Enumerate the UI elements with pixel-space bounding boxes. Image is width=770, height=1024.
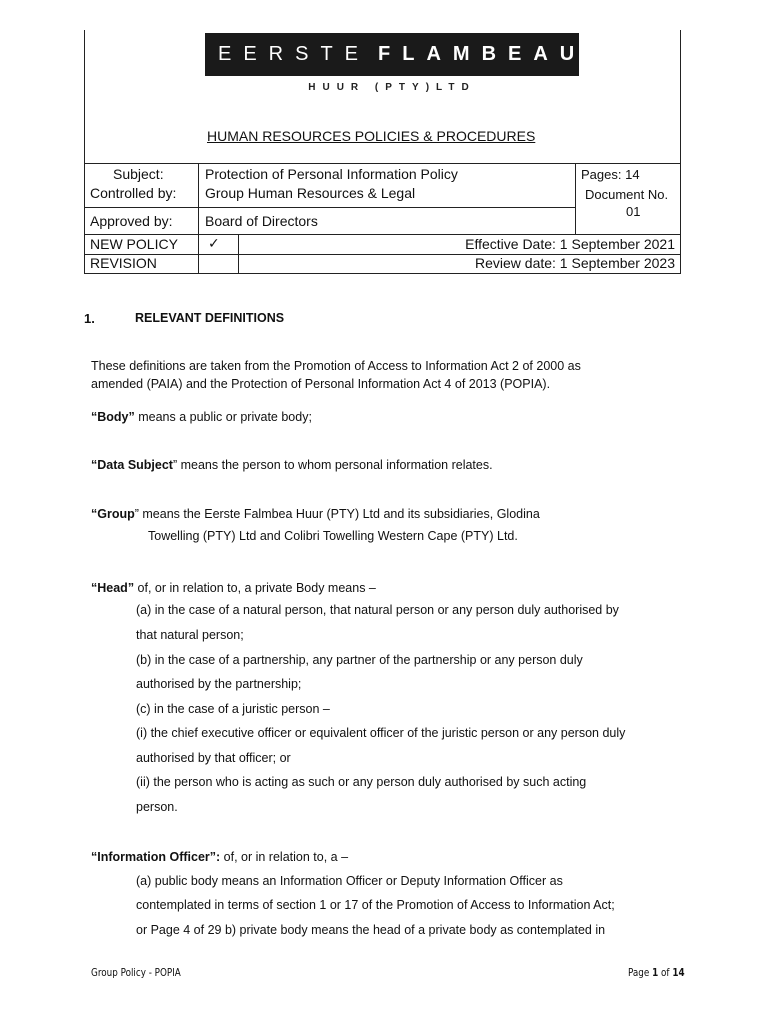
- definition-body-text: means a public or private body;: [134, 410, 312, 424]
- document-number-label: Document No.: [585, 187, 669, 202]
- review-date: Review date: 1 September 2023: [474, 255, 675, 271]
- definition-information-officer-text: of, or in relation to, a –: [220, 850, 349, 864]
- definition-data-subject: [91, 456, 493, 474]
- information-officer-line: contemplated in terms of section 1 or 17 of the Promotion of Access to Information Act;: [136, 898, 615, 912]
- head-line: authorised by the partnership;: [136, 677, 302, 691]
- document-number-value: 01: [626, 204, 641, 219]
- definition-information-officer: [91, 848, 348, 866]
- company-logo: [205, 33, 587, 76]
- head-line: (ii) the person who is acting as such or any person duly authorised by such acting: [136, 775, 587, 789]
- new-policy-check: ✓: [208, 236, 220, 252]
- term-body: “Body”: [91, 410, 135, 424]
- footer-current-page: 1: [652, 966, 659, 979]
- effective-date: Effective Date: 1 September 2021: [465, 236, 675, 252]
- footer-of: of: [658, 966, 673, 979]
- controlled-by-label: Controlled by:: [90, 185, 177, 201]
- head-line: that natural person;: [136, 628, 244, 642]
- head-line: person.: [136, 800, 178, 814]
- head-line: (a) in the case of a natural person, that natural person or any person duly authorised by: [136, 603, 619, 617]
- subject-value: Protection of Personal Information Policy: [205, 166, 458, 182]
- subject-label: Subject:: [113, 166, 164, 182]
- section-number: 1.: [84, 311, 95, 326]
- frame-right-line: [680, 30, 681, 163]
- document-header-title: HUMAN RESOURCES POLICIES & PROCEDURES: [207, 128, 536, 144]
- table-line-2: [84, 207, 576, 208]
- frame-left-line: [84, 30, 85, 163]
- approved-by-value: Board of Directors: [205, 213, 318, 229]
- logo-word-eerste: EERSTE: [218, 43, 371, 65]
- head-line: (i) the chief executive officer or equivalent officer of the juristic person or any person duly: [136, 726, 626, 740]
- section-title: RELEVANT DEFINITIONS: [135, 311, 285, 325]
- table-line-3: [84, 234, 681, 235]
- head-line: authorised by that officer; or: [136, 751, 291, 765]
- head-line: (b) in the case of a partnership, any partner of the partnership or any person duly: [136, 653, 583, 667]
- table-bottom-line: [84, 273, 681, 274]
- information-officer-line: (a) public body means an Information Officer or Deputy Information Officer as: [136, 874, 563, 888]
- intro-line-1: These definitions are taken from the Promotion of Access to Information Act 2 of 2000 as: [91, 359, 581, 373]
- definition-body: [91, 408, 312, 426]
- footer-page-number: [628, 966, 685, 979]
- approved-by-label: Approved by:: [90, 213, 173, 229]
- intro-line-2: amended (PAIA) and the Protection of Personal Information Act 4 of 2013 (POPIA).: [91, 377, 551, 391]
- controlled-by-value: Group Human Resources & Legal: [205, 185, 416, 201]
- logo-subtitle: HUUR (PTY)LTD: [308, 82, 476, 93]
- definition-group-line-2: Towelling (PTY) Ltd and Colibri Towelling Western Cape (PTY) Ltd.: [148, 529, 518, 543]
- footer-left: Group Policy - POPIA: [91, 966, 181, 979]
- head-line: (c) in the case of a juristic person –: [136, 702, 330, 716]
- pages-count: Pages: 14: [581, 167, 640, 182]
- table-col-line: [198, 163, 199, 273]
- table-check-line: [238, 234, 239, 273]
- table-top-line: [84, 163, 681, 164]
- logo-word-flambeau: FLAMBEAU: [378, 43, 587, 65]
- footer-page-prefix: Page: [628, 966, 653, 979]
- revision-label: REVISION: [90, 255, 157, 271]
- term-group: “Group: [91, 507, 135, 521]
- footer-total-pages: 14: [672, 966, 685, 979]
- definition-group: [91, 505, 540, 523]
- information-officer-line: or Page 4 of 29 b) private body means the head of a private body as contemplated in: [136, 923, 606, 937]
- definition-group-text: ” means the Eerste Falmbea Huur (PTY) Ltd and its subsidiaries, Glodina: [134, 507, 540, 521]
- definition-data-subject-text: ” means the person to whom personal information relates.: [172, 458, 493, 472]
- table-pages-line: [575, 163, 576, 234]
- table-left-line: [84, 163, 85, 273]
- new-policy-label: NEW POLICY: [90, 236, 178, 252]
- term-head: “Head”: [91, 581, 135, 595]
- definition-head-text: of, or in relation to, a private Body means –: [134, 581, 376, 595]
- table-right-line: [680, 163, 681, 273]
- term-data-subject: “Data Subject: [91, 458, 173, 472]
- term-information-officer: “Information Officer”:: [91, 850, 221, 864]
- definition-head: [91, 579, 376, 597]
